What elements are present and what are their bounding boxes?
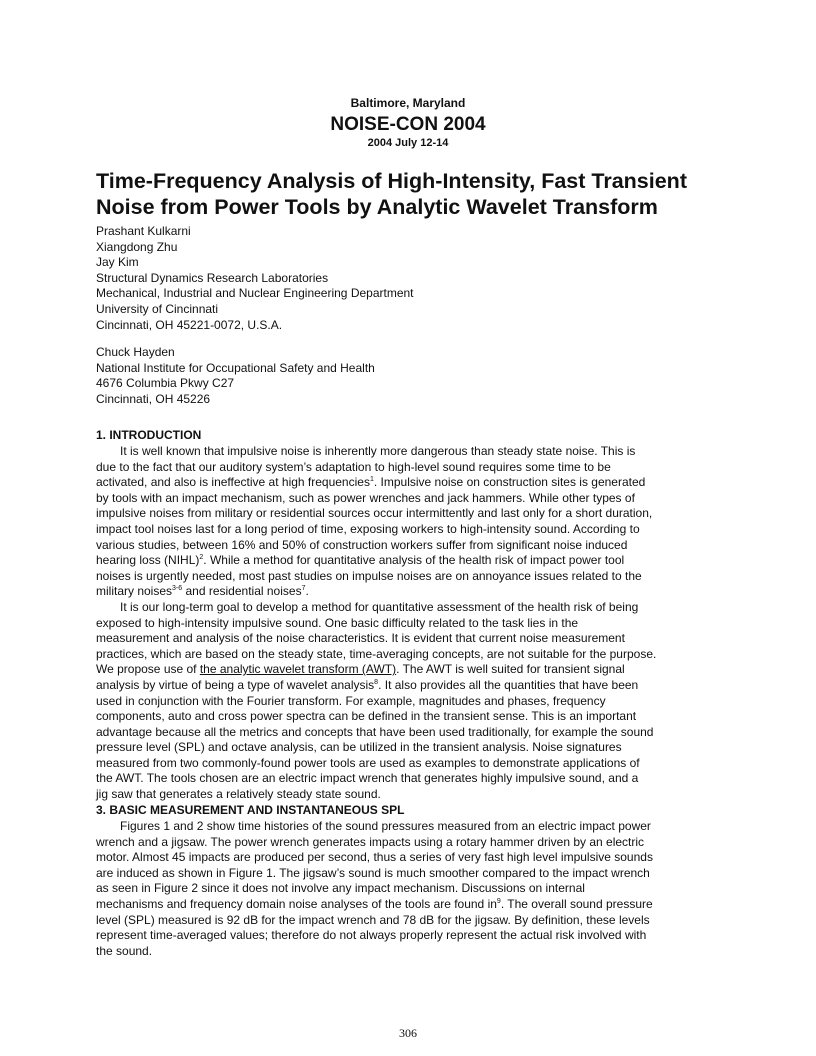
- author-line: Chuck Hayden: [96, 345, 175, 359]
- text-line: military noises$^{3-6}$ and residential noises$^7$.: [96, 584, 309, 599]
- conference-location: Baltimore, Maryland: [350, 96, 466, 110]
- text-line: impulsive noises from military or residential sources occur intermittently and last only for a short duration,: [96, 506, 653, 521]
- text-line: due to the fact that our auditory system’s adaptation to high-level sound requires some time to be: [96, 459, 611, 474]
- text-line: motor. Almost 45 impacts are produced per second, thus a series of very fast high level impulsive sounds: [96, 850, 653, 865]
- text-line: represent time-averaged values; therefore do not always properly represent the actual risk involved with: [96, 928, 647, 943]
- paper-title: [96, 168, 720, 220]
- affiliation-line: Structural Dynamics Research Laboratories: [96, 270, 329, 285]
- text-line: as seen in Figure 2 since it does not involve any impact mechanism. Discussions on internal: [96, 881, 585, 896]
- text-line: practices, which are based on the steady state, time-averaging concepts, are not suitable for the purpose.: [96, 646, 657, 661]
- text-line: exposed to high-intensity impulsive sound. One basic difficulty related to the task lies in the: [96, 615, 579, 630]
- awt-link: the analytic wavelet transform (AWT): [199, 662, 397, 677]
- text-line: the AWT. The tools chosen are an electric impact wrench that generates highly impulsive sound, and a: [96, 771, 639, 786]
- text-line: noises is urgently needed, most past studies on impulse noises are on annoyance issues related to the: [96, 568, 642, 583]
- author-block-1: [96, 224, 720, 333]
- text-line: activated, and also is ineffective at high frequencies$^1$. Impulsive noise on construction sites is generated: [96, 475, 646, 490]
- affiliation-line: University of Cincinnati: [96, 301, 219, 316]
- affiliation-line: Cincinnati, OH 45226: [96, 391, 211, 406]
- conference-dates: 2004 July 12-14: [367, 137, 449, 149]
- text-line: mechanisms and frequency domain noise analyses of the tools are found $in^9$. The overall sound pressure: [96, 896, 653, 911]
- author-line: Xiangdong Zhu: [96, 239, 178, 254]
- text-line: components, auto and cross power spectra can be defined in the transient sense. This is an important: [96, 709, 637, 724]
- text-line: impact tool noises last for a long period of time, exposing workers to high-intensity sound. According to: [96, 521, 640, 536]
- title-line: Time-Frequency Analysis of High-Intensity, Fast Transient: [96, 169, 687, 193]
- text-line: level (SPL) measured is 92 dB for the impact wrench and 78 dB for the jigsaw. By definition, these levels: [96, 912, 650, 927]
- text-line: the sound.: [96, 943, 153, 958]
- affiliation-line: 4676 Columbia Pkwy C27: [96, 376, 235, 391]
- author-line: Prashant Kulkarni: [96, 224, 191, 238]
- citation: 2: [199, 554, 204, 562]
- affiliation-line: Cincinnati, OH 45221-0072, U.S.A.: [96, 317, 283, 332]
- text-line: advantage because all the metrics and concepts that have been used traditionally, for example the sound: [96, 724, 654, 739]
- basic-measurement-body: [96, 819, 720, 959]
- text-line: measurement and analysis of the noise characteristics. It is evident that current noise measurement: [96, 631, 625, 646]
- text-line: pressure level (SPL) and octave analysis, can be utilized in the transient analysis. Noise signatures: [96, 740, 622, 755]
- affiliation-line: Mechanical, Industrial and Nuclear Engineering Department: [96, 286, 414, 301]
- text-line: It is well known that impulsive noise is inherently more dangerous than steady state noise. This is: [120, 444, 636, 458]
- page-number: 306: [399, 1026, 417, 1040]
- author-block-2: [96, 345, 720, 407]
- text-line: wrench and a jigsaw. The power wrench generates impacts using a rotary hammer driven by an electric: [96, 834, 645, 849]
- citation: 7: [301, 585, 306, 593]
- introduction-body: [96, 444, 720, 803]
- text-line: by tools with an impact mechanism, such as power wrenches and jack hammers. While other types of: [96, 490, 635, 505]
- citation: 1: [369, 476, 374, 484]
- conference-name: NOISE-CON 2004: [330, 114, 486, 135]
- text-line: We propose use of the analytic wavelet transform (AWT). The AWT is well suited for transient signal: [96, 662, 625, 677]
- text-line: Figures 1 and 2 show time histories of the sound pressures measured from an electric impact power: [120, 819, 651, 833]
- section-heading-introduction: 1. INTRODUCTION: [96, 428, 202, 442]
- text-line: jig saw that generates a relatively steady state sound.: [96, 787, 381, 802]
- text-line: measured from two commonly-found power tools are used as examples to demonstrate applications of: [96, 755, 640, 770]
- title-line: Noise from Power Tools by Analytic Wavelet Transform: [96, 195, 658, 219]
- citation: 3-6: [172, 585, 183, 593]
- citation: 9: [496, 897, 501, 905]
- text-line: are induced as shown in Figure 1. The jigsaw’s sound is much smoother compared to the impact wrench: [96, 865, 650, 880]
- text-line: analysis by virtue of being a type of wavelet analysis$^8$. It also provides all the quantities that have been: [96, 677, 639, 692]
- text-line: hearing loss (NIHL)$^2$. While a method for quantitative analysis of the health risk of impact power tool: [96, 553, 625, 568]
- author-line: Jay Kim: [96, 255, 139, 270]
- section-heading-basic-measurement: 3. BASIC MEASUREMENT AND INSTANTANEOUS SPL: [96, 803, 405, 817]
- text-line: used in conjunction with the Fourier transform. For example, magnitudes and phases, frequency: [96, 693, 606, 708]
- text-line: various studies, between 16% and 50% of construction workers suffer from significant noise induced: [96, 537, 628, 552]
- affiliation-line: National Institute for Occupational Safety and Health: [96, 360, 375, 375]
- text-line: It is our long-term goal to develop a method for quantitative assessment of the health risk of being: [120, 599, 639, 614]
- citation: 8: [374, 678, 379, 686]
